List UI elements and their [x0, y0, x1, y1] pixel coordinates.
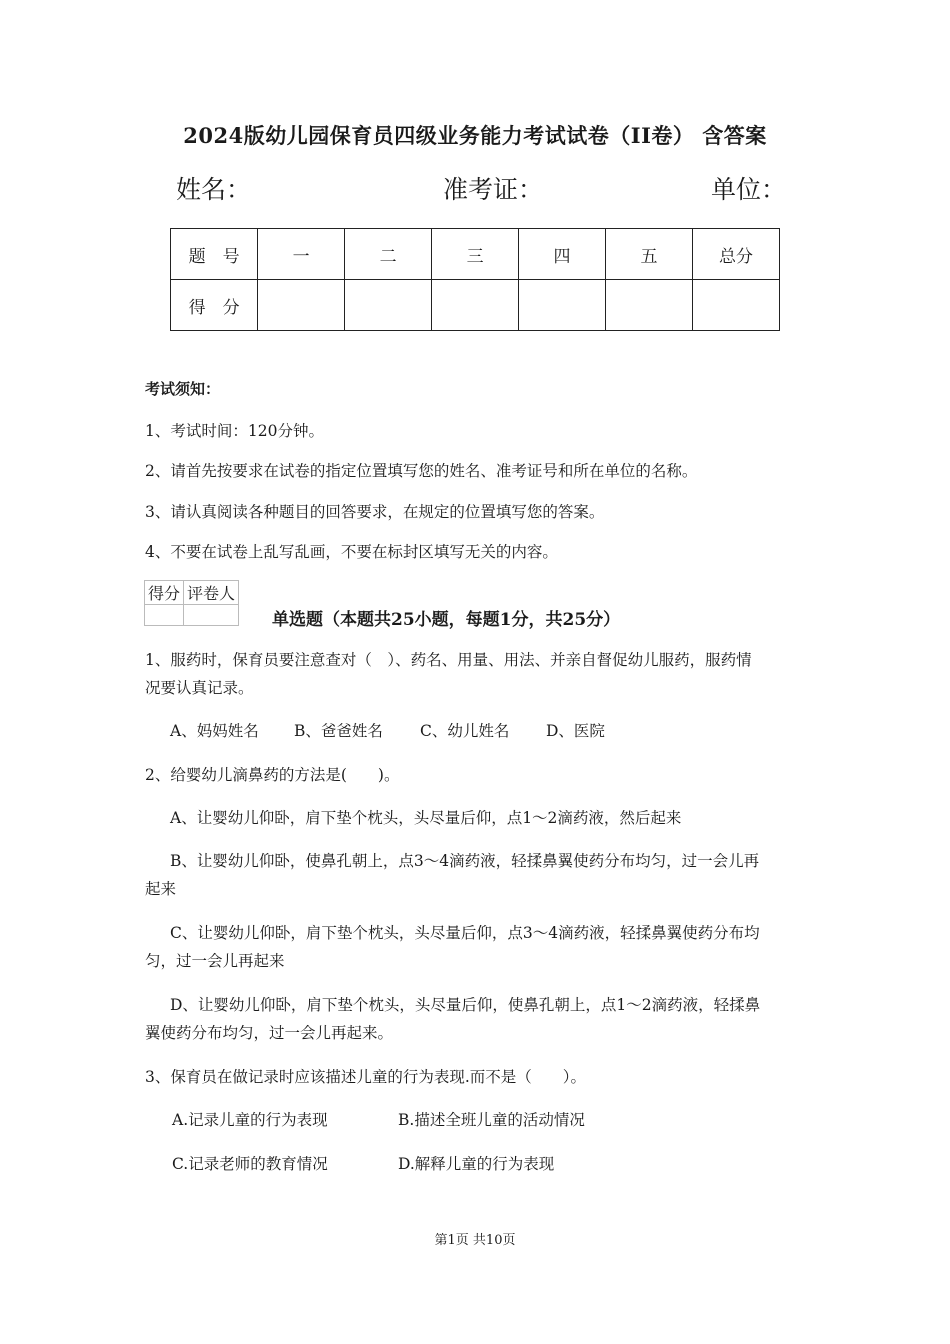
question-1-option-d[interactable]: D、医院	[546, 722, 605, 740]
question-3-option-b[interactable]: B.描述全班儿童的活动情况	[398, 1111, 585, 1129]
question-3-stem: 3、保育员在做记录时应该描述儿童的行为表现.而不是（ ）。	[145, 1068, 587, 1086]
question-2-option-a[interactable]: A、让婴幼儿仰卧，肩下垫个枕头，头尽量后仰，点1～2滴药液，然后起来	[170, 809, 682, 827]
unit-label: 单位：	[711, 175, 787, 204]
score-header-cell: 四	[519, 229, 606, 280]
question-3-option-c[interactable]: C.记录老师的教育情况	[172, 1155, 328, 1173]
score-header-cell: 一	[258, 229, 345, 280]
grader-score-label: 得分	[145, 581, 184, 605]
question-2-option-c-cont: 匀，过一会儿再起来	[145, 952, 285, 970]
question-2-option-d-cont: 翼使药分布均匀，过一会儿再起来。	[145, 1024, 394, 1042]
score-header-cell: 二	[345, 229, 432, 280]
score-input-cell[interactable]	[692, 280, 779, 331]
question-3-option-d[interactable]: D.解释儿童的行为表现	[398, 1155, 555, 1173]
score-header-cell: 总分	[692, 229, 779, 280]
page-footer: 第1页 共10页	[434, 1233, 516, 1248]
score-table-header-row	[171, 229, 780, 280]
score-input-cell[interactable]	[432, 280, 519, 331]
section-heading: 单选题（本题共25小题，每题1分，共25分）	[272, 610, 621, 630]
score-row-label: 得 分	[171, 280, 258, 331]
question-2-stem: 2、给婴幼儿滴鼻药的方法是( )。	[145, 766, 400, 784]
question-1-option-c[interactable]: C、幼儿姓名	[420, 722, 510, 740]
score-header-cell: 题 号	[171, 229, 258, 280]
score-input-cell[interactable]	[345, 280, 432, 331]
notice-item: 4、不要在试卷上乱写乱画，不要在标封区填写无关的内容。	[145, 543, 558, 561]
score-input-cell[interactable]	[519, 280, 606, 331]
question-2-option-c[interactable]: C、让婴幼儿仰卧，肩下垫个枕头，头尽量后仰，点3～4滴药液，轻揉鼻翼使药分布均	[170, 924, 760, 942]
notice-item: 3、请认真阅读各种题目的回答要求，在规定的位置填写您的答案。	[145, 503, 605, 521]
score-header-cell: 三	[432, 229, 519, 280]
notice-heading: 考试须知：	[145, 380, 221, 398]
question-2-option-b-cont: 起来	[145, 880, 177, 898]
question-2-option-d[interactable]: D、让婴幼儿仰卧，肩下垫个枕头，头尽量后仰，使鼻孔朝上，点1～2滴药液，轻揉鼻	[170, 996, 761, 1014]
score-input-cell[interactable]	[606, 280, 693, 331]
question-2-option-b[interactable]: B、让婴幼儿仰卧，使鼻孔朝上，点3～4滴药液，轻揉鼻翼使药分布均匀，过一会儿再	[170, 852, 760, 870]
page-title: 2024版幼儿园保育员四级业务能力考试试卷（II卷） 含答案	[183, 123, 767, 148]
question-3-option-a[interactable]: A.记录儿童的行为表现	[172, 1111, 328, 1129]
notice-item: 1、考试时间：120分钟。	[145, 422, 324, 440]
question-1-stem: 1、服药时，保育员要注意查对（ ）、药名、用量、用法、并亲自督促幼儿服药，服药情	[145, 651, 752, 669]
grader-score-cell[interactable]	[145, 605, 184, 626]
question-1-option-a[interactable]: A、妈妈姓名	[170, 722, 259, 740]
score-table-score-row	[171, 280, 780, 331]
grader-name-label: 评卷人	[184, 581, 239, 605]
grader-name-cell[interactable]	[184, 605, 239, 626]
grader-box	[144, 580, 239, 626]
score-table	[170, 228, 780, 331]
question-1-stem-cont: 况要认真记录。	[145, 679, 254, 697]
exam-id-label: 准考证：	[443, 175, 544, 204]
question-1-option-b[interactable]: B、爸爸姓名	[294, 722, 383, 740]
score-input-cell[interactable]	[258, 280, 345, 331]
notice-item: 2、请首先按要求在试卷的指定位置填写您的姓名、准考证号和所在单位的名称。	[145, 462, 698, 480]
score-header-cell: 五	[606, 229, 693, 280]
name-label: 姓名：	[176, 175, 252, 204]
